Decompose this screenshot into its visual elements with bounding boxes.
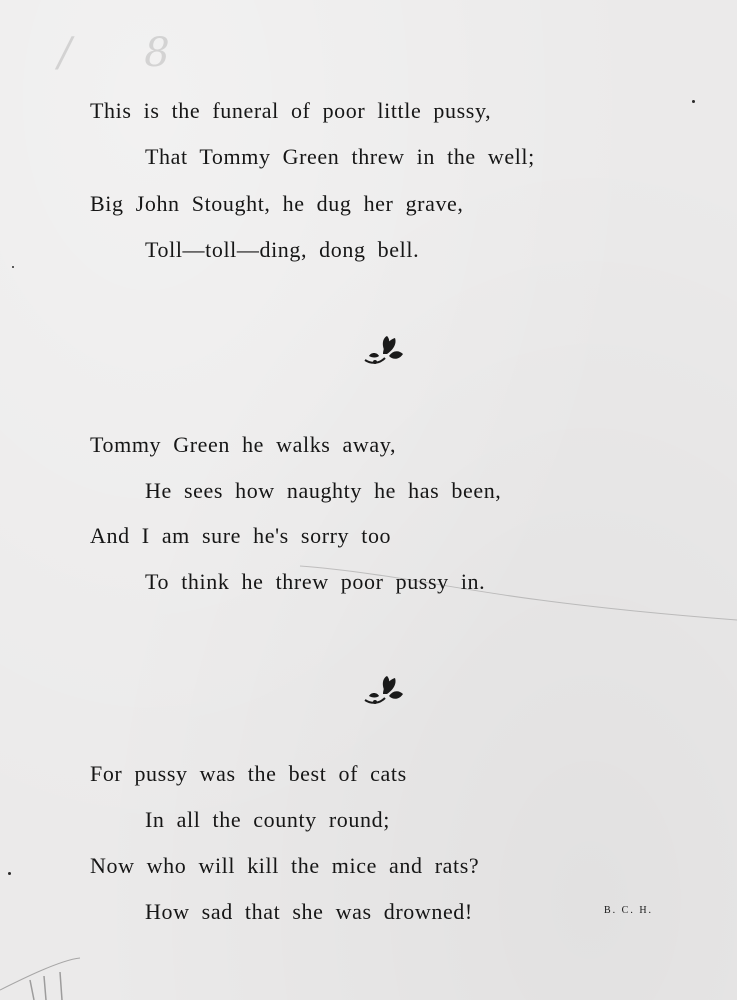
ink-speck: [12, 266, 14, 268]
poem-line: For pussy was the best of cats: [90, 761, 407, 786]
ink-speck: [692, 100, 695, 103]
poem-line: And I am sure he's sorry too: [90, 523, 392, 548]
poem-line: How sad that she was drowned!: [145, 899, 473, 924]
ink-speck: [8, 872, 11, 875]
poem-line: Now who will kill the mice and rats?: [90, 853, 480, 878]
poem-line: Toll—toll—ding, dong bell.: [145, 237, 420, 262]
poem-line: Big John Stought, he dug her grave,: [90, 191, 464, 216]
poem-line: Tommy Green he walks away,: [90, 432, 397, 457]
poem-line: He sees how naughty he has been,: [145, 478, 502, 503]
floral-fleuron-icon: [361, 674, 405, 706]
poem-line: To think he threw poor pussy in.: [145, 569, 486, 594]
pencil-margin-note: / 8: [58, 30, 200, 76]
author-initials: B. C. H.: [604, 905, 654, 916]
floral-fleuron-icon: [361, 334, 405, 366]
poem-line: That Tommy Green threw in the well;: [145, 144, 535, 169]
poem-line: In all the county round;: [145, 807, 390, 832]
poem-line: This is the funeral of poor little pussy,: [90, 98, 492, 123]
